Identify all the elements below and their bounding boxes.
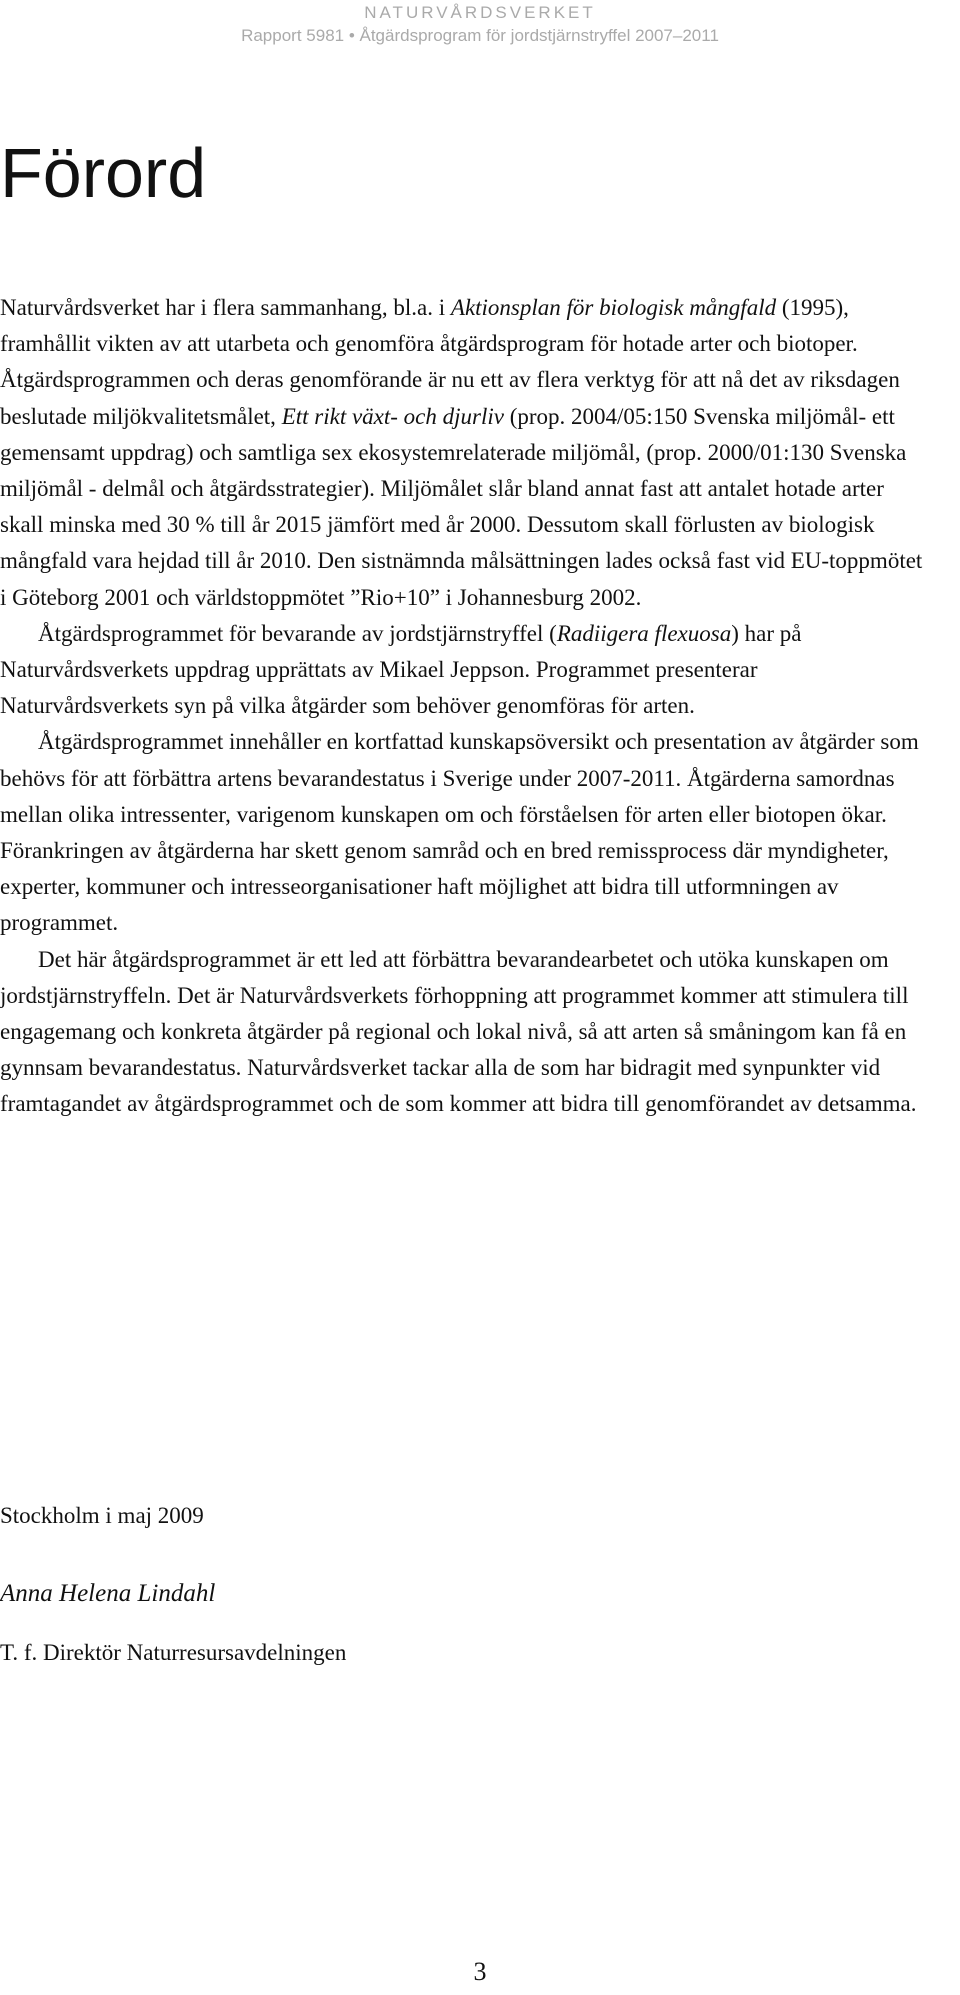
paragraph-1-text-b: (1995), framhållit vikten av att utarbeta och genomföra åtgärdsprogram för hotade arter och biotoper. Åtgärdsprogrammen och deras genomförande är nu ett av flera verktyg för att nå det av riksdagen beslutade miljökvalitetsmålet, [0, 295, 900, 429]
paragraph-4: Det här åtgärdsprogrammet är ett led att förbättra bevarandearbetet och utöka kunskapen om jordstjärnstryffeln. Det är Naturvårdsverkets förhoppning att programmet kommer att stimulera till engagemang och konkreta åtgärder på regional och lokal nivå, så att arten så småningom kan få en gynnsam bevarandestatus. Naturvårdsverket tackar alla de som har bidragit med synpunkter vid framtagandet av åtgärdsprogrammet och de som kommer att bidra till genomförandet av detsamma. [0, 946, 917, 1117]
signature-place-date: Stockholm i maj 2009 [0, 1503, 204, 1528]
page-title: Förord [0, 134, 207, 212]
paragraph-1 [0, 290, 930, 616]
paragraph-2-text-b: ) har på Naturvårdsverkets uppdrag upprättats av Mikael Jeppson. Programmet presenterar Naturvårdsverkets syn på vilka åtgärder som behöver genomföras för arten. [0, 620, 802, 719]
paragraph-2-species-name: Radiigera flexuosa [556, 620, 732, 646]
page-number: 3 [473, 1957, 487, 1986]
header-org: NATURVÅRDSVERKET [364, 3, 596, 22]
paragraph-1-text-a: Naturvårdsverket har i flera sammanhang, bl.a. i [0, 295, 451, 320]
paragraph-3: Åtgärdsprogrammet innehåller en kortfattad kunskapsöversikt och presentation av åtgärder som behövs för att förbättra artens bevarandestatus i Sverige under 2007-2011. Åtgärderna samordnas mellan olika intressenter, varigenom kunskapen om och förståelsen för arten eller biotopen ökar. Förankringen av åtgärderna har skett genom samråd och en bred remissprocess där myndigheter, experter, kommuner och intresseorganisationer haft möjlighet att bidra till utformningen av programmet. [0, 729, 919, 936]
paragraph-2-text-a: Åtgärdsprogrammet för bevarande av jordstjärnstryffel ( [38, 620, 557, 646]
paragraph-1-italic-title: Aktionsplan för biologisk mångfald [450, 295, 777, 320]
paragraph-1-text-c: (prop. 2004/05:150 Svenska miljömål- ett gemensamt uppdrag) och samtliga sex ekosystemrelaterade miljömål, (prop. 2000/01:130 Svenska miljömål - delmål och åtgärdsstrategier). Miljömålet slår bland annat fast att antalet hotade arter skall minska med 30 % till år 2015 jämfört med år 2000. Dessutom skall förlusten av biologisk mångfald vara hejdad till år 2010. Den sistnämnda målsättningen lades också fast vid EU-toppmötet i Göteborg 2001 och världstoppmötet ”Rio+10” i Johannesburg 2002. [0, 403, 923, 610]
header-report-title: Rapport 5981 • Åtgärdsprogram för jordstjärnstryffel 2007–2011 [241, 26, 719, 45]
paragraph-2 [0, 616, 930, 725]
signature-title: T. f. Direktör Naturresursavdelningen [0, 1640, 347, 1665]
signature-name: Anna Helena Lindahl [0, 1580, 216, 1607]
paragraph-1-italic-goal: Ett rikt växt- och djurliv [281, 403, 504, 429]
body-text [0, 290, 930, 1123]
